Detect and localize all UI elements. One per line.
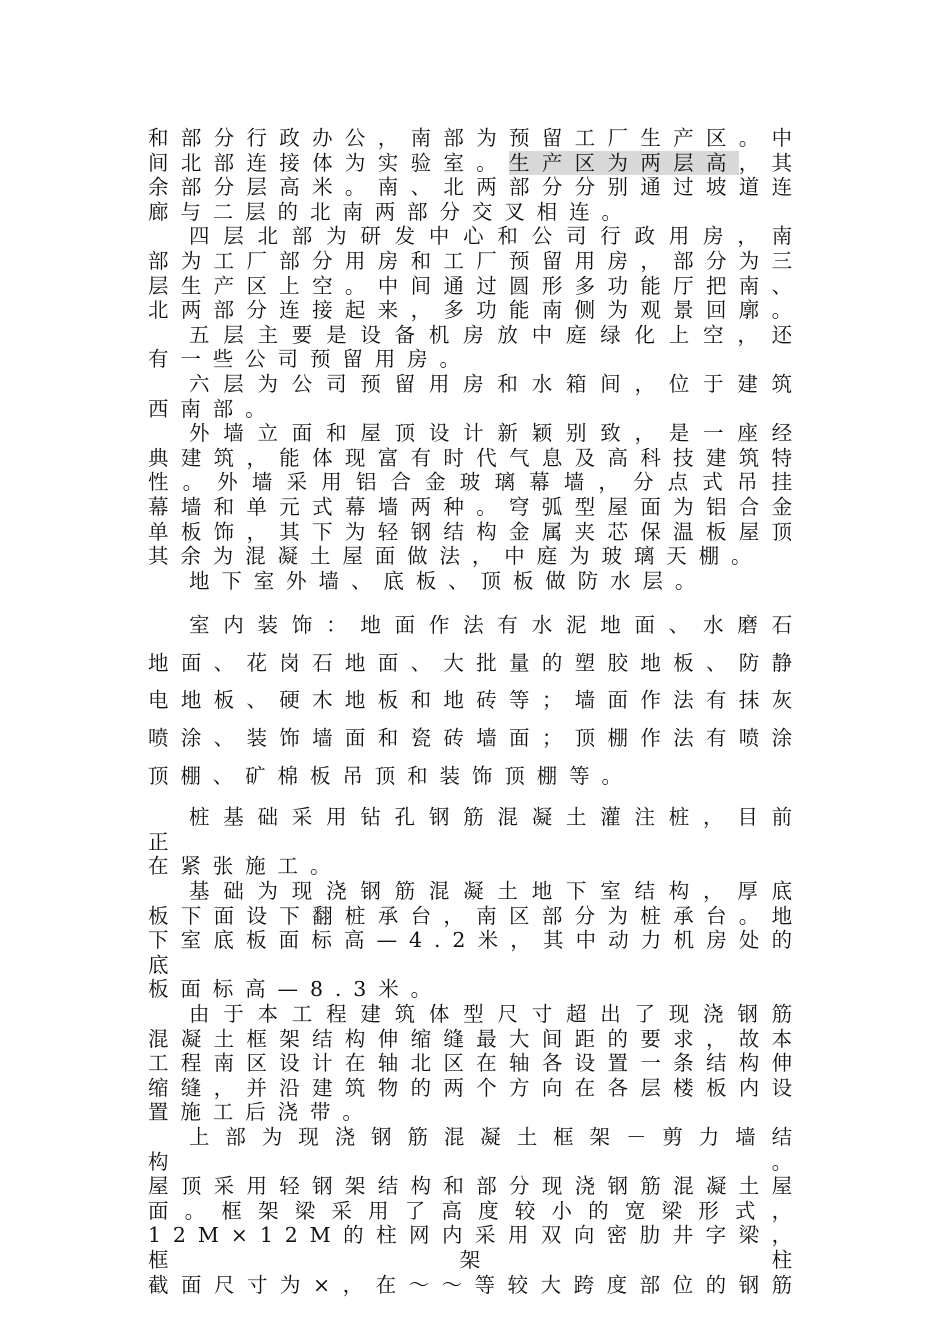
paragraph-expansion-joint [148,1002,804,1125]
paragraph-floor-three [148,126,804,224]
text-line: 置施工后浇带。 [148,1100,375,1125]
text-line: 和部分行政办公，南部为预留工厂生产区。中 [148,126,804,150]
text-line: 面。框架梁采用了高度较小的宽梁形式， [148,1198,804,1223]
text-line: 地下室外墙、底板、顶板做防水层。 [189,568,708,593]
text-line: 层生产区上空。中间通过圆形多功能厅把南、 [148,273,804,298]
paragraph-superstructure [148,1125,804,1297]
text-line: 单板饰，其下为轻钢结构金属夹芯保温板屋顶 [148,519,804,544]
text-block-structure [148,805,804,1297]
text-line: 室内装饰：地面作法有水泥地面、水磨石 [189,613,804,638]
text-line: 有一些公司预留用房。 [148,347,472,372]
text-line: 六层为公司预留用房和水箱间，位于建筑 [189,371,804,396]
text-line: 板面标高—8.3米。 [148,977,444,1002]
text-line: 截面尺寸为×，在～～等较大跨度部位的钢筋 [148,1272,804,1297]
highlighted-text: 生产区为两层高 [509,150,739,175]
text-line: 基础为现浇钢筋混凝土地下室结构，厚底 [189,879,804,904]
text-line: 桩基础采用钻孔钢筋混凝土灌注桩，目前正 [148,805,804,854]
text-line: 部为工厂部分用房和工厂预留用房，部分为三 [148,248,804,273]
text-line: 缩缝，并沿建筑物的两个方向在各层楼板内设 [148,1075,804,1100]
paragraph-basement [148,569,804,594]
text-line [148,151,804,176]
text-line: 廊与二层的北南两部分交叉相连。 [148,199,634,224]
text-line: 北两部分连接起来，多功能南侧为观景回廓。 [148,298,804,323]
text-line: 幕墙和单元式幕墙两种。穹弧型屋面为铝合金 [148,494,804,519]
text-line: 西南部。 [148,396,278,421]
paragraph-interior-decoration [148,607,804,795]
text-line: 上部为现浇钢筋混凝土框架－剪力墙结构。 [148,1124,804,1174]
text-line: 性。外墙采用铝合金玻璃幕墙，分点式吊挂 [148,470,804,495]
text-line: 余部分层高米。南、北两部分分别通过坡道连 [148,175,804,200]
text-line: 其余为混凝土屋面做法，中庭为玻璃天棚。 [148,544,764,569]
paragraph-foundation [148,879,804,1002]
text-line: 四层北部为研发中心和公司行政用房，南 [189,224,804,249]
paragraph-floor-five [148,323,804,372]
text-line: 12M×12M的柱网内采用双向密肋井字梁，框架柱 [148,1223,804,1272]
paragraph-facade [148,421,804,569]
text-line: 顶棚、矿棉板吊顶和装饰顶棚等。 [148,763,634,788]
text-line: 典建筑，能体现富有时代气息及高科技建筑特 [148,445,804,470]
paragraph-floor-six [148,372,804,421]
text-line: 地面、花岗石地面、大批量的塑胶地板、防静 [148,650,804,675]
text-line: 屋顶采用轻钢架结构和部分现浇钢筋混凝土屋 [148,1174,804,1199]
text-run: 间北部连接体为实验室。 [148,150,510,175]
text-run: ，其 [738,150,804,175]
paragraph-pile-foundation [148,805,804,879]
text-line: 电地板、硬木地板和地砖等；墙面作法有抹灰 [148,688,804,713]
text-line: 外墙立面和屋顶设计新颖别致，是一座经 [189,421,804,446]
text-line: 由于本工程建筑体型尺寸超出了现浇钢筋 [189,1002,804,1026]
text-block-floors [148,126,804,593]
text-line: 工程南区设计在轴北区在轴各设置一条结构伸 [148,1051,804,1076]
document-page [148,126,804,1297]
text-line: 下室底板面标高—4.2米，其中动力机房处的底 [148,928,804,977]
text-block-interior [148,607,804,795]
text-line: 喷涂、装饰墙面和瓷砖墙面；顶棚作法有喷涂 [148,726,804,751]
text-line: 五层主要是设备机房放中庭绿化上空，还 [189,322,804,347]
text-line: 在紧张施工。 [148,854,343,879]
text-line: 板下面设下翻桩承台，南区部分为桩承台。地 [148,903,804,928]
text-line: 混凝土框架结构伸缩缝最大间距的要求，故本 [148,1026,804,1051]
paragraph-floor-four [148,224,804,322]
